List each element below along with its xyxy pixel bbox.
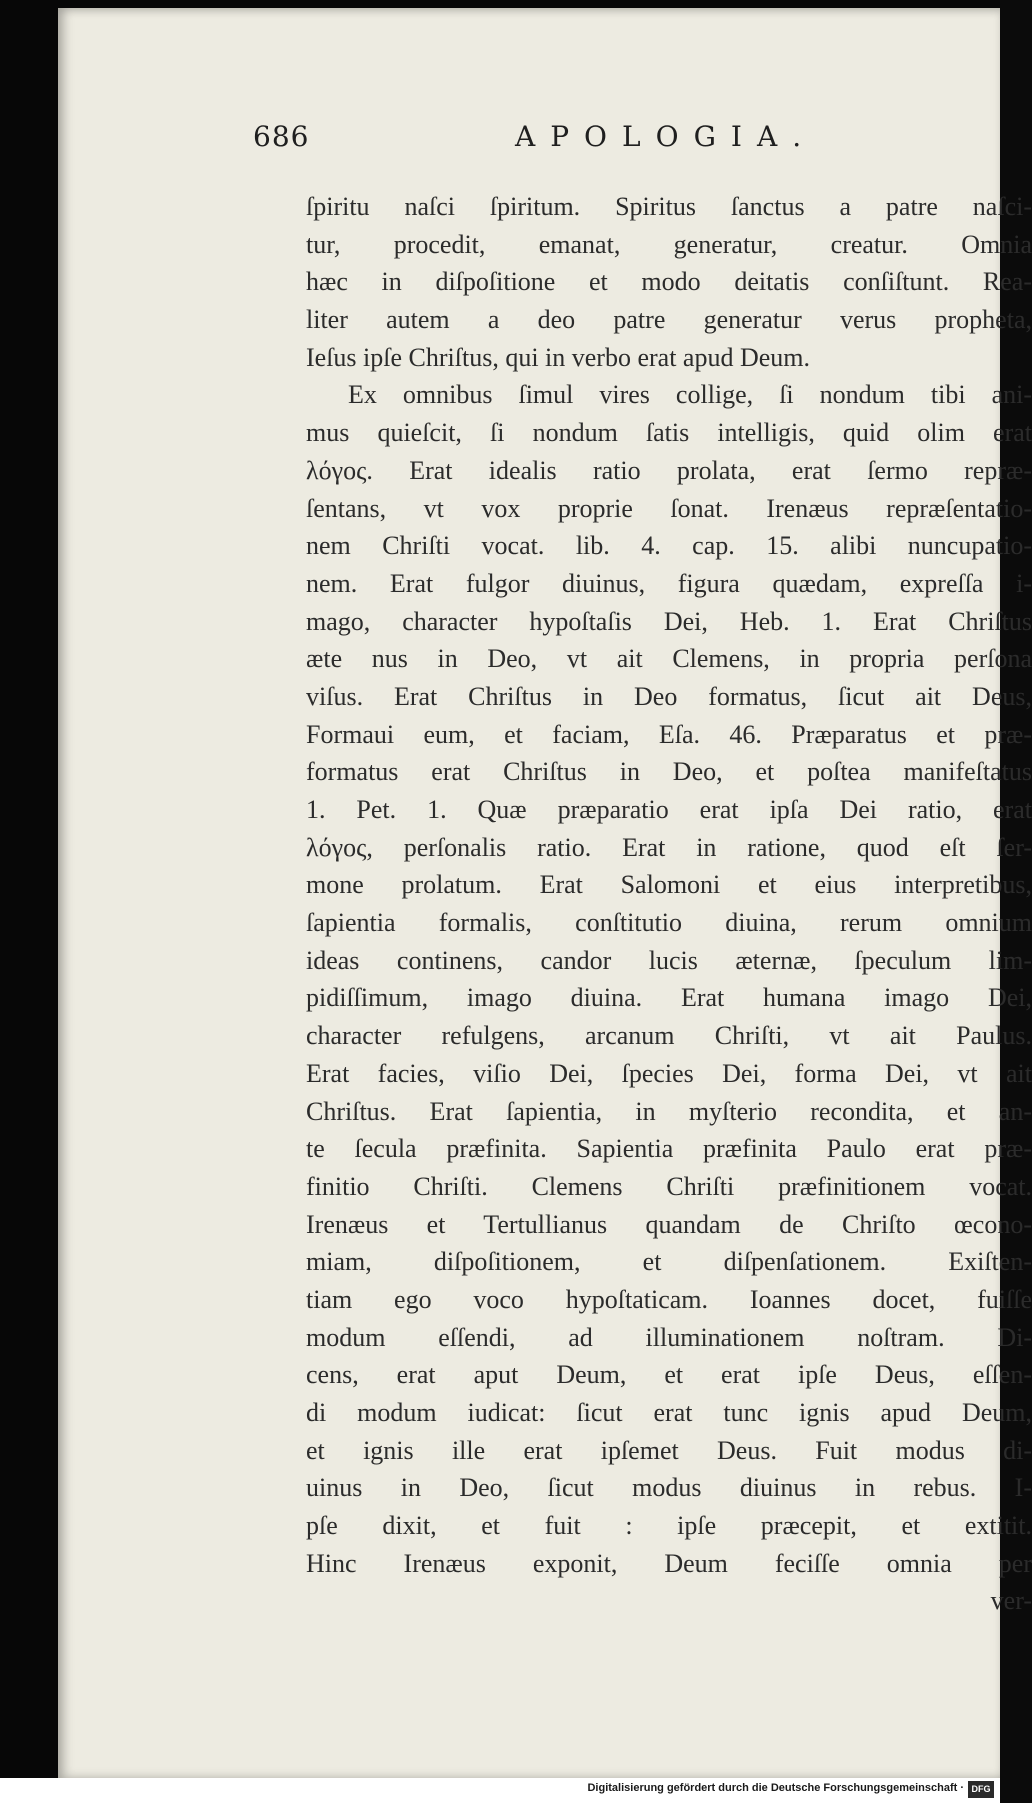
text-line: nem Chriſti vocat. lib. 4. cap. 15. alibi nuncupatio- [306, 531, 1032, 561]
text-line: Chriſtus. Erat ſapientia, in myſterio recondita, et an- [306, 1096, 1032, 1126]
text-line: viſus. Erat Chriſtus in Deo formatus, ſicut ait Deus, [306, 681, 1032, 711]
text-line: Formaui eum, et faciam, Eſa. 46. Præparatus et præ- [306, 719, 1032, 749]
text-line: finitio Chriſti. Clemens Chriſti præfinitionem vocat. [306, 1171, 1032, 1201]
text-line: formatus erat Chriſtus in Deo, et poſtea manifeſtatus [306, 757, 1032, 787]
text-line: æte nus in Deo, vt ait Clemens, in propria perſona [306, 644, 1032, 674]
text-line: 1. Pet. 1. Quæ præparatio erat ipſa Dei ratio, erat [306, 795, 1032, 824]
page-header [253, 120, 833, 164]
text-line: modum eſſendi, ad illuminationem noſtram. Di- [306, 1322, 1032, 1352]
text-line: Erat facies, viſio Dei, ſpecies Dei, forma Dei, vt ait [306, 1058, 1032, 1088]
text-line: mone prolatum. Erat Salomoni et eius interpretibus, [306, 870, 1032, 900]
text-line: liter autem a deo patre generatur verus propheta, [306, 305, 1032, 335]
text-line: λόγος, perſonalis ratio. Erat in ratione, quod eſt ſer- [306, 832, 1032, 862]
running-head: APOLOGIA. [515, 120, 817, 153]
text-line: mago, character hypoſtaſis Dei, Heb. 1. Erat Chriſtus [306, 606, 1032, 636]
text-line: tur, procedit, emanat, generatur, creatur. Omnia [306, 229, 1032, 259]
text-line: Irenæus et Tertullianus quandam de Chriſto œcono- [306, 1209, 1032, 1239]
text-line: hæc in diſpoſitione et modo deitatis conſiſtunt. Rea- [306, 267, 1032, 297]
text-line: et ignis ille erat ipſemet Deus. Fuit modus di- [306, 1435, 1032, 1465]
text-line: Hinc Irenæus exponit, Deum feciſſe omnia per [306, 1548, 1032, 1578]
text-line: cens, erat aput Deum, et erat ipſe Deus, eſſen- [306, 1360, 1032, 1390]
text-line: ſapientia formalis, conſtitutio diuina, rerum omnium [306, 908, 1032, 938]
funding-credit: Digitalisierung gefördert durch die Deutsche Forschungsgemeinschaft · [587, 1782, 964, 1794]
dfg-logo-icon: DFG [968, 1781, 994, 1798]
text-line: ſentans, vt vox proprie ſonat. Irenæus repræſentatio- [306, 493, 1032, 523]
digitization-footer [0, 1778, 1000, 1803]
text-line: uinus in Deo, ſicut modus diuinus in rebus. I- [306, 1473, 1032, 1503]
text-line: ideas continens, candor lucis æternæ, ſpeculum lim- [306, 945, 1032, 975]
text-line: pidiſſimum, imago diuina. Erat humana imago Dei, [306, 983, 1032, 1013]
text-line: character refulgens, arcanum Chriſti, vt ait Paulus. [306, 1021, 1032, 1051]
text-line: tiam ego voco hypoſtaticam. Ioannes docet, fuiſſe [306, 1284, 1032, 1314]
text-line: ſpiritu naſci ſpiritum. Spiritus ſanctus a patre naſci- [306, 192, 1032, 221]
book-page [58, 8, 1032, 1778]
catchword: ver- [990, 1586, 1032, 1616]
text-line: Ex omnibus ſimul vires collige, ſi nondum tibi ani- [348, 380, 1032, 410]
page-number: 686 [253, 120, 310, 153]
text-line: nem. Erat fulgor diuinus, figura quædam, expreſſa i- [306, 568, 1032, 598]
text-line: mus quieſcit, ſi nondum ſatis intelligis, quid olim erat [306, 418, 1032, 448]
text-line: di modum iudicat: ſicut erat tunc ignis apud Deum, [306, 1398, 1032, 1427]
body-text [306, 188, 1032, 1620]
text-line: Ieſus ipſe Chriſtus, qui in verbo erat apud Deum. [306, 342, 811, 372]
text-line: λόγος. Erat idealis ratio prolata, erat ſermo repræ- [306, 455, 1032, 485]
text-line: miam, diſpoſitionem, et diſpenſationem. Exiſten- [306, 1247, 1032, 1277]
text-line: pſe dixit, et fuit : ipſe præcepit, et extitit. [306, 1511, 1032, 1541]
text-line: te ſecula præfinita. Sapientia præfinita Paulo erat præ- [306, 1134, 1032, 1164]
